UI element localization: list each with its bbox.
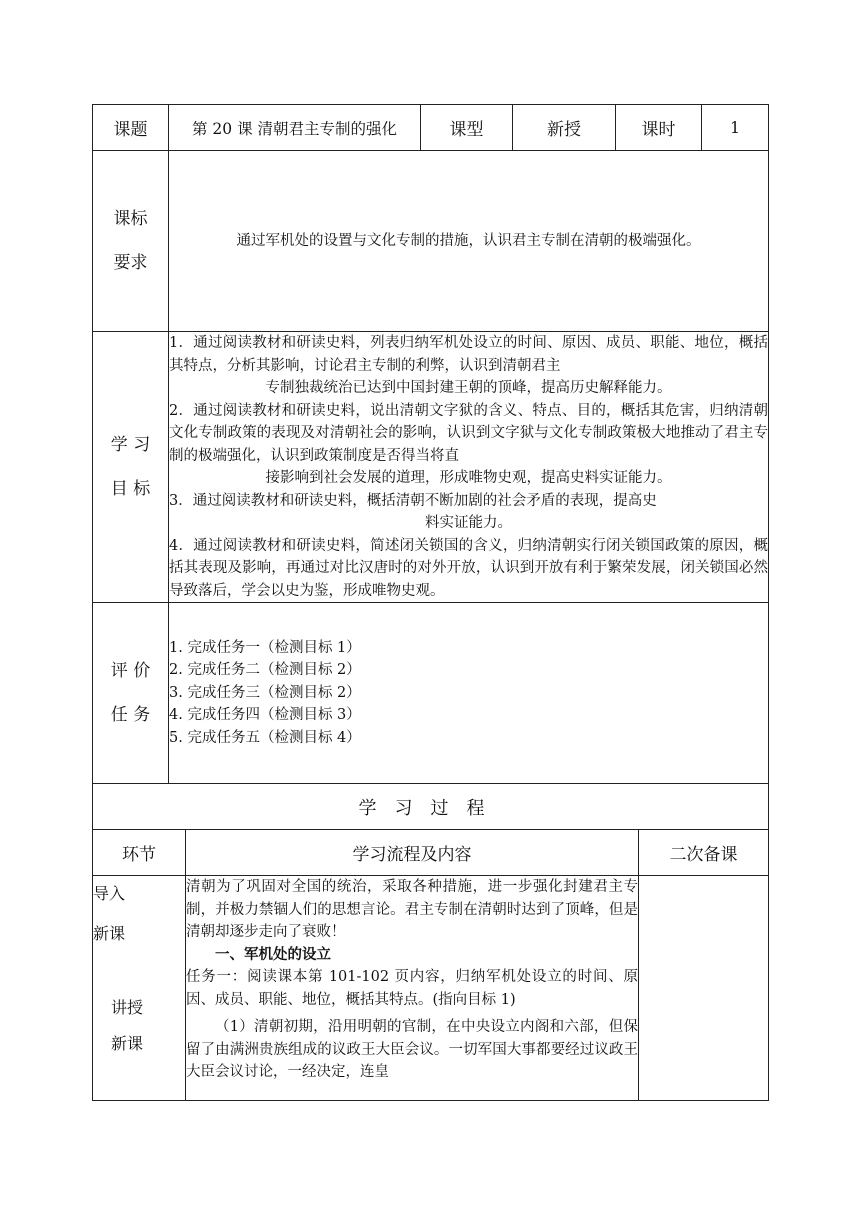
standard-row (93, 151, 769, 332)
task-item: 4. 完成任务四（检测目标 3） (169, 707, 361, 724)
objectives-content: 1．通过阅读教材和研读史料，列表归纳军机处设立的时间、原因、成员、职能、地位，概括其特点，分析其影响，讨论君主专制的利弊，认识到清朝君主 专制独裁统治已达到中国封建王朝的顶峰，提高历史解释能力。 2．通过阅读教材和研读史料，说出清朝文字狱的含义、特点、目的，概括其危害，归纳清朝文化专制政策的表现及对清朝社会的影响，认识到文字狱与文化专制政策极大地推动了君主专制的极端强化，认识到政策制度是否得当将直 接影响到社会发展的道理，形成唯物史观，提高史料实证能力。 3．通过阅读教材和研读史料，概括清朝不断加剧的社会矛盾的表现，提高史 料实证能力。 4．通过阅读教材和研读史料，简述闭关锁国的含义，归纳清朝实行闭关锁国政策的原因，概括其表现及影响，再通过对比汉唐时的对外开放，认识到开放有利于繁荣发展，闭关锁国必然导致落后，学会以史为鉴，形成唯物史观。 (169, 332, 769, 603)
objective-1: 1．通过阅读教材和研读史料，列表归纳军机处设立的时间、原因、成员、职能、地位，概括其特点，分析其影响，讨论君主专制的利弊，认识到清朝君主 (169, 335, 769, 374)
prep-cell (639, 876, 769, 1101)
objective-4: 4．通过阅读教材和研读史料，简述闭关锁国的含义，归纳清朝实行闭关锁国政策的原因，概括其表现及影响，再通过对比汉唐时的对外开放，认识到开放有利于繁荣发展，闭关锁国必然导致落后，学会以史为鉴，形成唯物史观。 (169, 537, 769, 599)
task-item: 2. 完成任务二（检测目标 2） (169, 662, 361, 679)
task-item: 5. 完成任务五（检测目标 4） (169, 729, 361, 746)
lesson-plan-table (92, 104, 769, 830)
content-col-header: 学习流程及内容 (186, 830, 639, 876)
type-value: 新授 (513, 105, 616, 151)
evaluation-label: 评 价 任 务 (93, 603, 169, 784)
type-label: 课型 (421, 105, 513, 151)
hours-label: 课时 (616, 105, 702, 151)
task-one-text: 任务一：阅读课本第 101-102 页内容，归纳军机处设立的时间、原因、成员、职能、地位，概括其特点。(指向目标 1) (186, 969, 638, 1008)
stage-labels: 导入 新课 讲授 新课 (93, 876, 186, 1101)
standard-label: 课标 要求 (93, 151, 169, 332)
process-header-row (93, 830, 769, 876)
objectives-row (93, 332, 769, 603)
evaluation-tasks (169, 603, 769, 784)
objective-2: 2．通过阅读教材和研读史料，说出清朝文字狱的含义、特点、目的，概括其危害，归纳清朝文化专制政策的表现及对清朝社会的影响，认识到文字狱与文化专制政策极大地推动了君主专制的极端强化，认识到政策制度是否得当将直 (169, 402, 769, 464)
objectives-label: 学 习 目 标 (93, 332, 169, 603)
intro-text: 清朝为了巩固对全国的统治，采取各种措施，进一步强化封建君主专制，并极力禁锢人们的思想言论。君主专制在清朝时达到了顶峰，但是清朝却逐步走向了衰败！ (186, 879, 638, 940)
process-title: 学习过程 (93, 784, 769, 830)
process-table (92, 829, 769, 1101)
paragraph-text: （1）清朝初期，沿用明朝的官制，在中央设立内阁和六部，但保留了由满洲贵族组成的议政王大臣会议。一切军国大事都要经过议政王大臣会议讨论，一经决定，连皇 (186, 1019, 638, 1080)
task-item: 3. 完成任务三（检测目标 2） (169, 684, 361, 701)
stage-col-header: 环节 (93, 830, 186, 876)
objective-3: 3．通过阅读教材和研读史料，概括清朝不断加剧的社会矛盾的表现，提高史 (169, 492, 657, 509)
topic-value: 第 20 课 清朝君主专制的强化 (169, 105, 421, 151)
process-content (186, 876, 639, 1101)
section-heading: 一、军机处的设立 (215, 945, 331, 963)
topic-label: 课题 (93, 105, 169, 151)
process-body-row (93, 876, 769, 1101)
task-item: 1. 完成任务一（检测目标 1） (169, 639, 361, 656)
header-row (93, 105, 769, 151)
process-title-row (93, 784, 769, 830)
standard-text: 通过军机处的设置与文化专制的措施，认识君主专制在清朝的极端强化。 (169, 151, 769, 332)
prep-col-header: 二次备课 (639, 830, 769, 876)
evaluation-row (93, 603, 769, 784)
hours-value: 1 (702, 105, 769, 151)
